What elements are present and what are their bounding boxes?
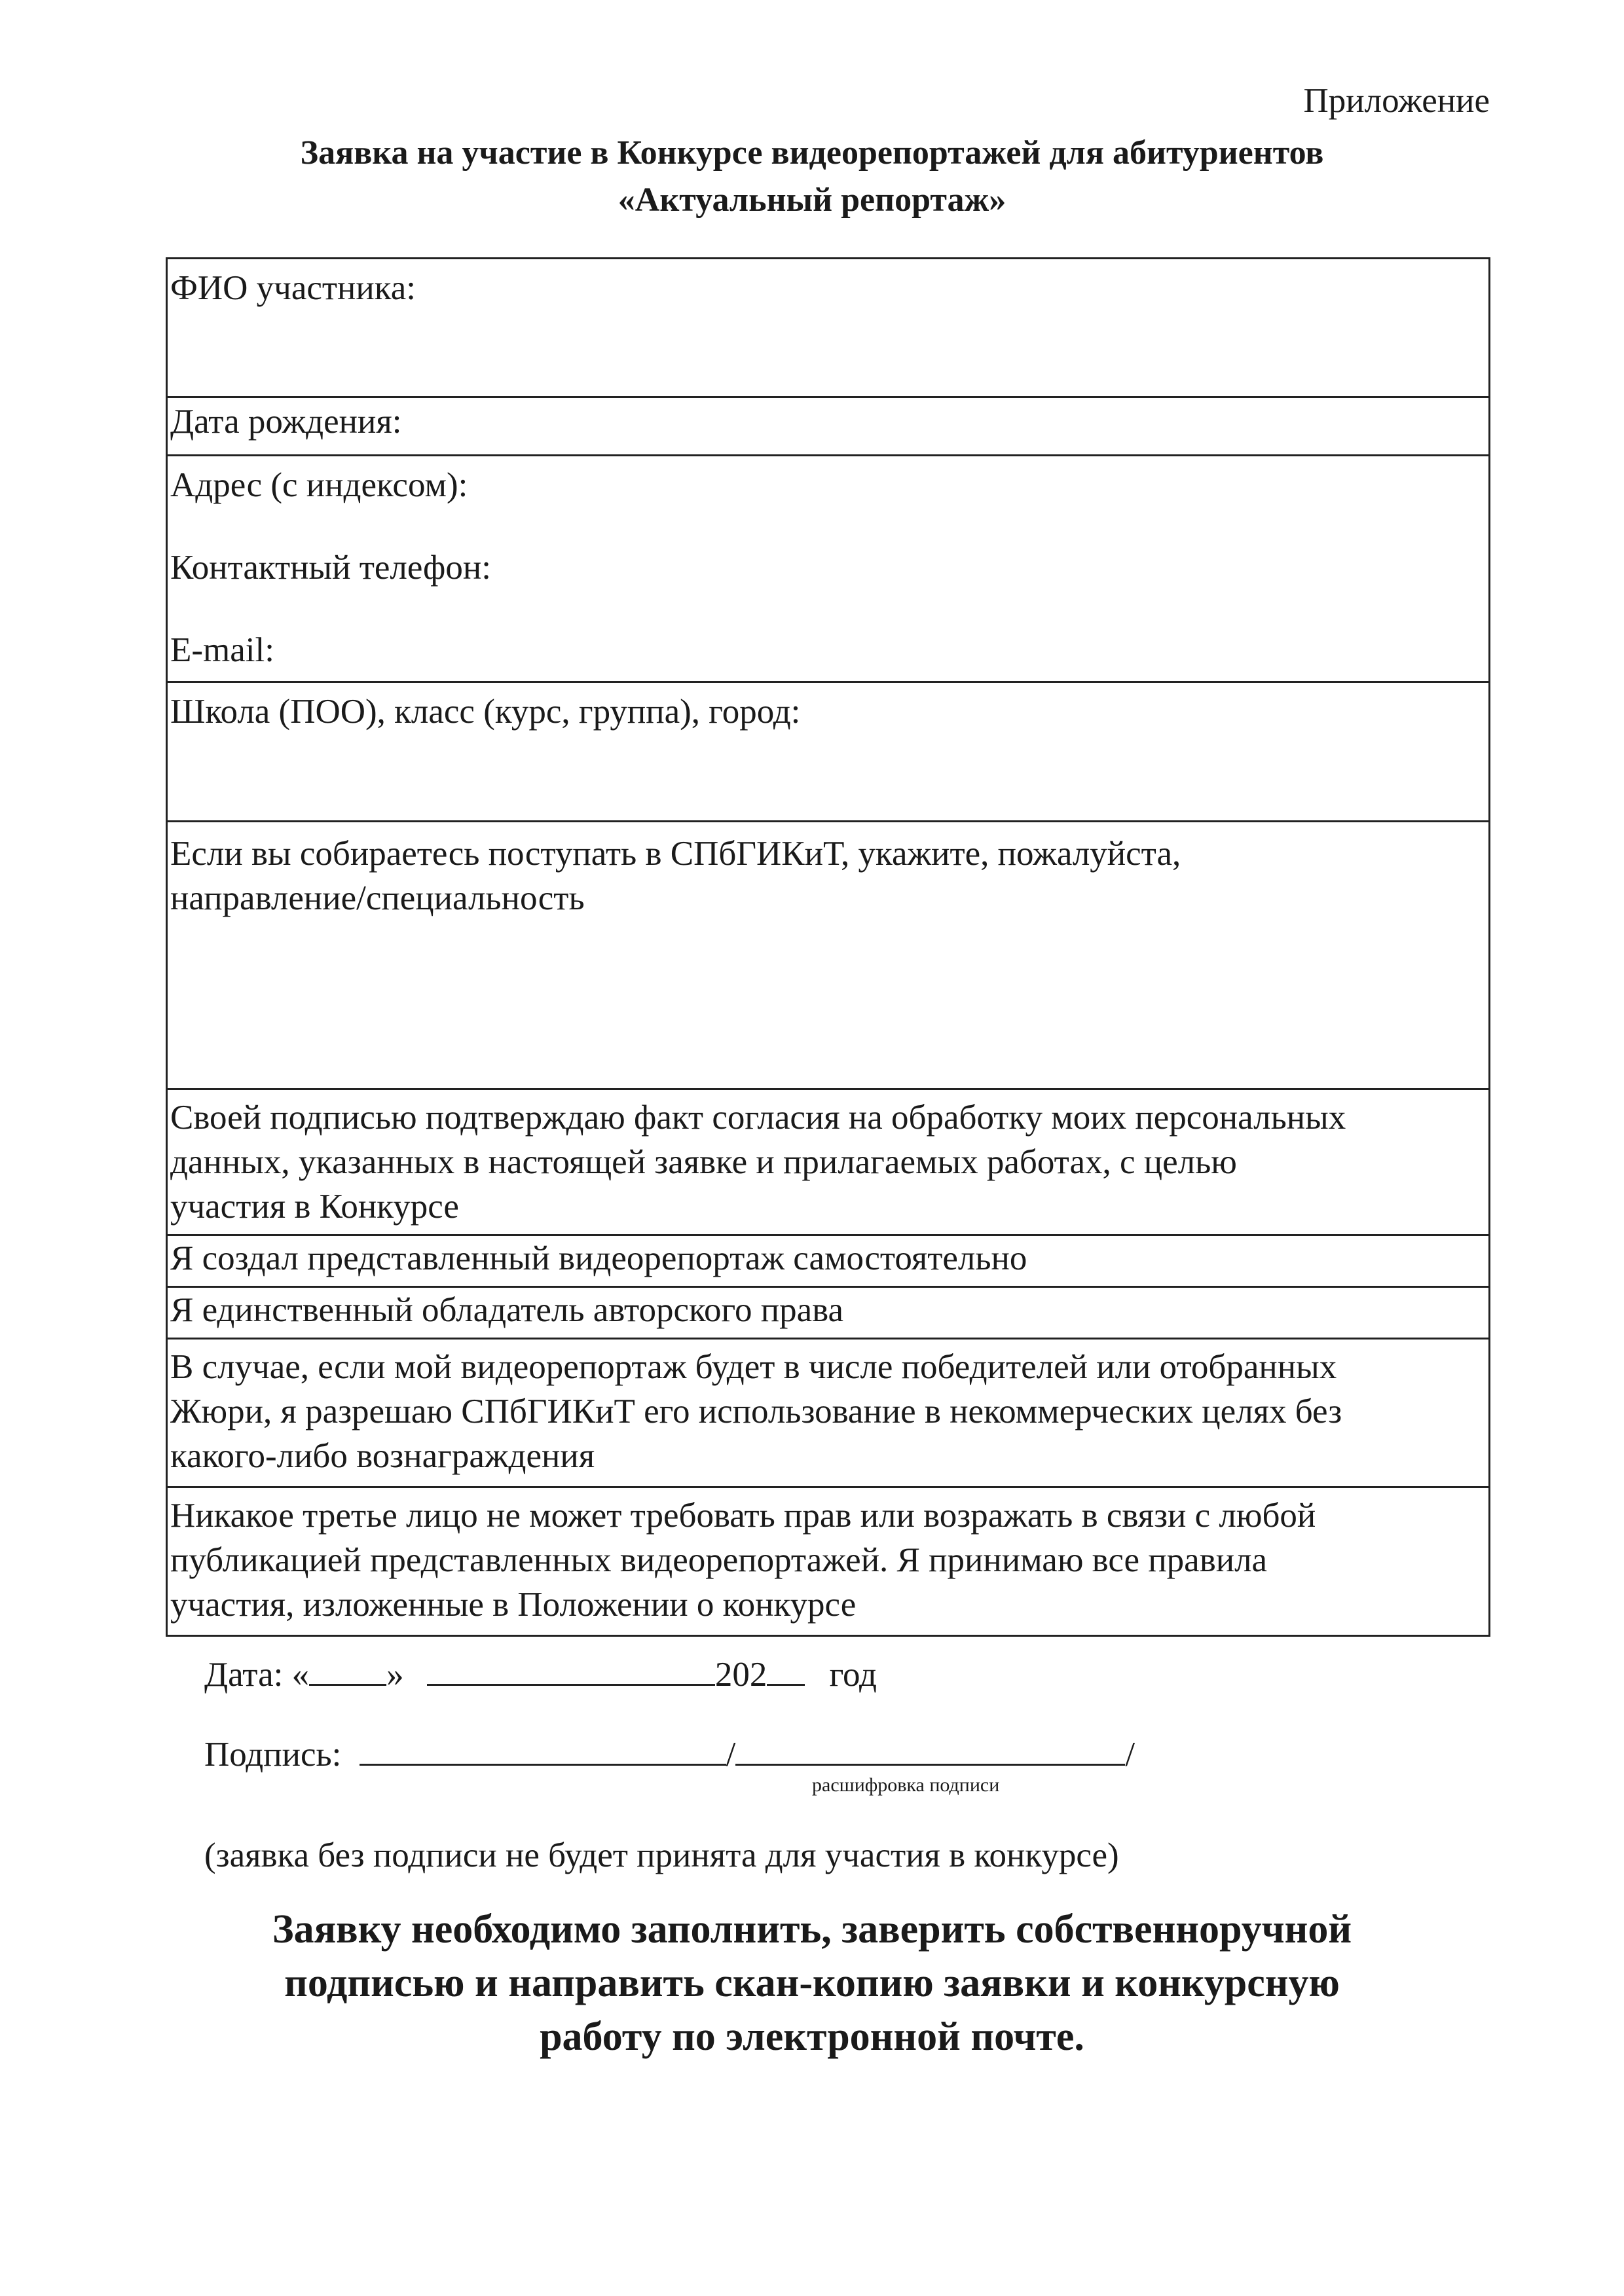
row-specialty — [167, 822, 1490, 1089]
school-field[interactable] — [167, 682, 1490, 822]
school-label: Школа (ПОО), класс (курс, группа), город: — [170, 693, 801, 731]
signature-slash: / — [726, 1736, 736, 1774]
form-title — [0, 130, 1624, 224]
specialty-label-line: направление/специальность — [170, 879, 585, 917]
birth-date-field[interactable] — [167, 397, 1490, 456]
permission-text-line: В случае, если мой видеорепортаж будет в числе победителей или отобранных — [170, 1348, 1337, 1386]
submission-instruction — [0, 1903, 1624, 2064]
third-party-text-line: участия, изложенные в Положении о конкурсе — [170, 1586, 857, 1624]
row-usage-permission — [167, 1339, 1490, 1487]
authorship-text: Я создал представленный видеорепортаж самостоятельно — [170, 1239, 1027, 1277]
signature-caption: расшифровка подписи — [812, 1774, 1000, 1796]
phone-label: Контактный телефон: — [170, 549, 491, 587]
copyright-cell — [167, 1287, 1490, 1339]
specialty-label-line: Если вы собираетесь поступать в СПбГИКиТ, укажите, пожалуйста, — [170, 835, 1181, 873]
participant-name-label: ФИО участника: — [170, 269, 416, 307]
year-blank[interactable] — [767, 1655, 805, 1686]
appendix-label: Приложение — [1303, 82, 1490, 120]
date-quote-close: » — [386, 1656, 404, 1694]
usage-permission-cell — [167, 1339, 1490, 1487]
address-label: Адрес (с индексом): — [170, 466, 468, 504]
birth-date-label: Дата рождения: — [170, 403, 402, 441]
signature-slash: / — [1125, 1736, 1135, 1774]
participant-name-field[interactable] — [167, 259, 1490, 397]
third-party-text-line: Никакое третье лицо не может требовать прав или возражать в связи с любой — [170, 1497, 1316, 1535]
row-contacts — [167, 456, 1490, 682]
row-data-consent — [167, 1089, 1490, 1235]
consent-text-line: данных, указанных в настоящей заявке и прилагаемых работах, с целью — [170, 1143, 1237, 1181]
data-consent-cell — [167, 1089, 1490, 1235]
date-line — [204, 1655, 877, 1692]
application-form-table — [166, 257, 1490, 1637]
copyright-text: Я единственный обладатель авторского права — [170, 1291, 843, 1329]
signature-transcript-blank[interactable] — [735, 1735, 1125, 1766]
signature-note: (заявка без подписи не будет принята для участия в конкурсе) — [204, 1836, 1119, 1874]
instruction-line: подписью и направить скан-копию заявки и конкурсную — [284, 1961, 1340, 2005]
signature-blank[interactable] — [360, 1735, 726, 1766]
row-participant-name — [167, 259, 1490, 397]
instruction-line: Заявку необходимо заполнить, заверить собственноручной — [272, 1907, 1352, 1952]
date-label: Дата: « — [204, 1656, 310, 1694]
day-blank[interactable] — [309, 1655, 386, 1686]
row-third-party — [167, 1487, 1490, 1636]
month-blank[interactable] — [427, 1655, 715, 1686]
row-authorship — [167, 1235, 1490, 1287]
permission-text-line: какого-либо вознаграждения — [170, 1437, 595, 1475]
form-title-line: Заявка на участие в Конкурсе видеорепортажей для абитуриентов — [300, 134, 1324, 172]
permission-text-line: Жюри, я разрешаю СПбГИКиТ его использование в некоммерческих целях без — [170, 1393, 1342, 1430]
authorship-cell — [167, 1235, 1490, 1287]
contacts-field[interactable] — [167, 456, 1490, 682]
signature-line — [204, 1735, 1135, 1772]
email-label: E-mail: — [170, 631, 274, 669]
consent-text-line: Своей подписью подтверждаю факт согласия на обработку моих персональных — [170, 1099, 1346, 1137]
third-party-text-line: публикацией представленных видеорепортажей. Я принимаю все правила — [170, 1541, 1268, 1579]
year-suffix: год — [829, 1656, 877, 1694]
consent-text-line: участия в Конкурсе — [170, 1188, 459, 1226]
year-prefix: 202 — [714, 1656, 767, 1694]
instruction-line: работу по электронной почте. — [540, 2014, 1084, 2059]
row-copyright — [167, 1287, 1490, 1339]
third-party-cell — [167, 1487, 1490, 1636]
row-school — [167, 682, 1490, 822]
contest-name: «Актуальный репортаж» — [618, 181, 1006, 219]
row-birth-date — [167, 397, 1490, 456]
specialty-field[interactable] — [167, 822, 1490, 1089]
signature-label: Подпись: — [204, 1736, 342, 1774]
